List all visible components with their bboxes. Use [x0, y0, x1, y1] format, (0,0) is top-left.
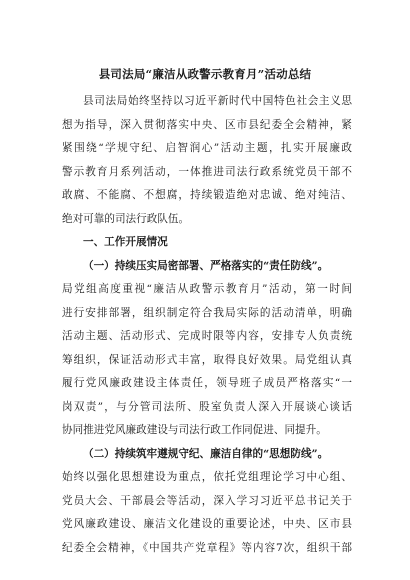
paragraph-line: 岗双责”，与分管司法所、股室负责人深入开展谈心谈话 [62, 400, 352, 413]
document-title: 县司法局“廉洁从政警示教育月”活动总结 [98, 67, 312, 81]
paragraph-line: 党风廉政建设、廉洁文化建设的重要论述，中央、区市县 [62, 518, 352, 530]
section-heading-line: （二）持续筑牢遵规守纪、廉洁自律的“思想防线”。 [83, 447, 329, 460]
document-body [62, 90, 352, 560]
paragraph-line: 始终以强化思想建设为重点，依托党组理论学习中心组、 [62, 471, 352, 483]
paragraph-line: 绝对可靠的司法行政队伍。 [62, 212, 190, 225]
paragraph-line: 紧围绕“学规守纪、启智润心”活动主题，扎实开展廉政 [62, 142, 352, 154]
paragraph-line: 进行安排部署，组织制定符合我局实际的活动清单，明确 [62, 306, 352, 319]
paragraph-line: 想为指导，深入贯彻落实中央、区市县纪委全会精神，紧 [62, 118, 352, 131]
paragraph-line: 县司法局始终坚持以习近平新时代中国特色社会主义思 [83, 95, 352, 107]
section-heading-line: （一）持续压实局密部署、严格落实的“责任防线”。 [83, 259, 329, 272]
paragraph-line: 筹组织，保证活动形式丰富，取得良好效果。局党组认真 [62, 353, 352, 366]
paragraph-line: 敢腐、不能腐、不想腐，持续锻造绝对忠诚、绝对纯洁、 [62, 189, 352, 201]
paragraph-line: 纪委全会精神，《中国共产党章程》等内容7次，组织干部 [62, 541, 352, 554]
paragraph-line: 警示教育月系列活动，一体推进司法行政系统党员干部不 [62, 165, 352, 178]
paragraph-line: 活动主题、活动形式、完成时限等内容，安排专人负责统 [62, 330, 352, 342]
paragraph-line: 履行党风廉政建设主体责任，领导班子成员严格落实“一 [62, 377, 352, 389]
paragraph-line: 党员大会、干部晨会等活动，深入学习习近平总书记关于 [62, 494, 352, 507]
paragraph-line: 协同推进党风廉政建设与司法行政工作同促进、同提升。 [62, 424, 327, 436]
section-heading-line: 一、工作开展情况 [83, 236, 168, 248]
paragraph-line: 局党组高度重视“廉洁从政警示教育月”活动，第一时间 [62, 283, 352, 295]
